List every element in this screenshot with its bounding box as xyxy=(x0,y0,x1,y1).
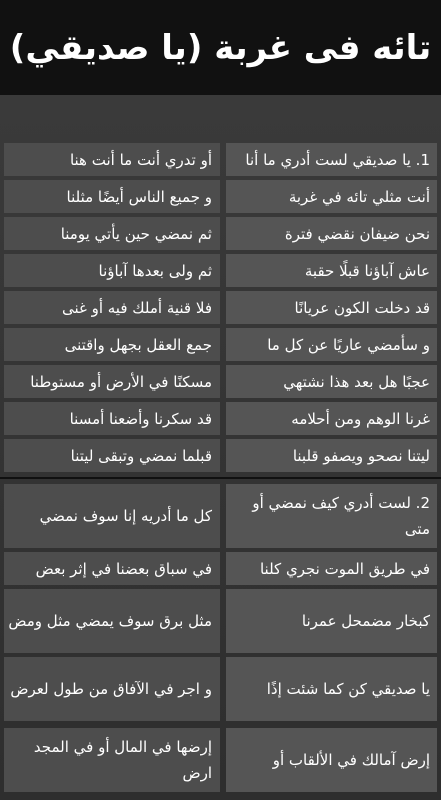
verse-text: و جميع الناس أيضًا مثلنا xyxy=(66,187,212,206)
verse-left xyxy=(4,657,220,721)
title-bar xyxy=(0,0,441,95)
verse-text: ثم نمضي حين يأتي يومنا xyxy=(60,224,212,243)
verse-right xyxy=(226,143,437,176)
verse-left xyxy=(4,180,220,213)
verse-text: في طريق الموت نجري كلنا xyxy=(259,559,430,578)
verse-right xyxy=(226,217,437,250)
verse-text: فلا قنية أملك فيه أو غنى xyxy=(61,298,212,317)
verse-left xyxy=(4,217,220,250)
verse-right xyxy=(226,180,437,213)
verse-text: في سباق بعضنا في إثر بعض xyxy=(35,559,212,578)
verse-text: قد سكرنا وأضعنا أمسنا xyxy=(69,409,212,428)
verse-text: قد دخلت الكون عريانًا xyxy=(294,298,430,317)
verse-left xyxy=(4,328,220,361)
verse-left xyxy=(4,484,220,548)
verse-right xyxy=(226,484,437,548)
verse-text: مثل برق سوف يمضي مثل ومض xyxy=(8,612,212,630)
verse-text: قبلما نمضي وتبقى ليتنا xyxy=(70,446,212,465)
verse-right xyxy=(226,439,437,472)
verse-right xyxy=(226,365,437,398)
verse-text: مسكنًا في الأرض أو مستوطنا xyxy=(30,372,212,391)
verse-text: 1. يا صديقي لست أدري ما أنا xyxy=(245,150,430,169)
verse-left xyxy=(4,291,220,324)
verse-right xyxy=(226,589,437,653)
verse-right xyxy=(226,402,437,435)
verse-right xyxy=(226,254,437,287)
verse-right xyxy=(226,552,437,585)
verse-text: إرضها في المال أو في المجد ارض xyxy=(33,738,212,782)
verse-right xyxy=(226,657,437,721)
verse-text: إرض آمالك في الألقاب أو xyxy=(272,751,430,769)
verse-left xyxy=(4,365,220,398)
verse-left xyxy=(4,402,220,435)
verse-text: أنت مثلي تائه في غربة xyxy=(288,187,430,206)
verse-right xyxy=(226,728,437,792)
verse-text: نحن ضيفان نقضي فترة xyxy=(284,224,430,243)
verse-text: كل ما أدريه إنا سوف نمضي xyxy=(39,507,212,525)
verse-text: يا صديقي كن كما شئت إذًا xyxy=(266,680,430,698)
verse-text: أو تدري أنت ما أنت هنا xyxy=(69,150,212,169)
verse-text: جمع العقل بجهل واقتنى xyxy=(64,335,212,354)
verse-text: و سأمضي عاريًا عن كل ما xyxy=(267,335,430,354)
verse-text: ثم ولى بعدها آباؤنا xyxy=(98,261,212,280)
verse-text: كبخار مضمحل عمرنا xyxy=(301,612,430,630)
verse-left xyxy=(4,552,220,585)
verse-left xyxy=(4,439,220,472)
verse-text: عجبًا هل بعد هذا نشتهي xyxy=(283,372,430,391)
verse-text: عاش آباؤنا قبلًا حقبة xyxy=(304,261,430,280)
page-title: تائه فى غربة (يا صديقي) xyxy=(9,27,432,68)
verse-text: غرنا الوهم ومن أحلامه xyxy=(291,409,430,428)
verse-left xyxy=(4,143,220,176)
verse-right xyxy=(226,291,437,324)
verse-text: 2. لست أدري كيف نمضي أو متى xyxy=(252,494,430,538)
verse-right xyxy=(226,328,437,361)
verse-text: و اجر في الآفاق من طول لعرض xyxy=(10,680,212,698)
verse-text: ليتنا نصحو ويصفو قلبنا xyxy=(292,446,430,465)
verse-left xyxy=(4,728,220,792)
verse-left xyxy=(4,254,220,287)
verse-left xyxy=(4,589,220,653)
